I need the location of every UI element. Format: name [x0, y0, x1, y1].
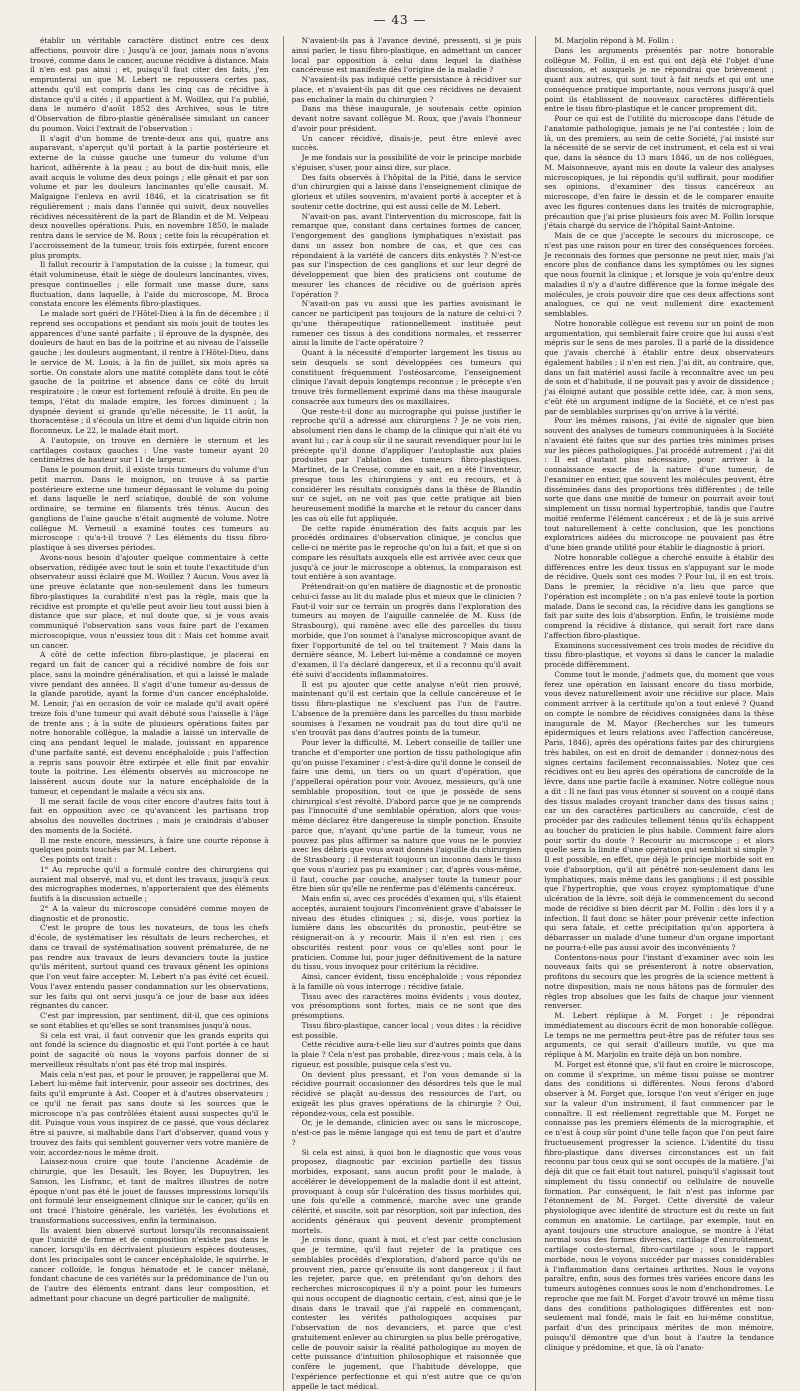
- paragraph: Si cela est vrai, il faut convenir que les grands esprits qui ont fondé la science du diagnostic et qui l'ont portée à ce haut point de sagacité où nous la voyons parfois donner de si merveilleux résultats n'ont pas été trop mal inspirés.: [30, 1030, 269, 1069]
- paragraph: Il s'agit d'un homme de trente-deux ans qui, quatre ans auparavant, s'aperçut qu'il portait à la partie postérieure et externe de la cuisse gauche une tumeur du volume d'un haricot, adhérente à la peau ; au bout de dix-huit mois, elle avait acquis le volume des deux poings ; elle gênait et par son volume et par les douleurs lancinantes qu'elle causait. M. Malgaigne l'enleva en avril 1846, et la cicatrisation se fit régulièrement ; mais dans l'année qui suivit, deux nouvelles récidives nécessitèrent de la part de Blandin et de M. Velpeau deux nouvelles opérations. Puis, en novembre 1850, le malade rentra dans le service de M. Roux ; cette fois la récupération et l'accroissement de la tumeur, trois fois extirpée, furent encore plus prompts.: [30, 133, 269, 260]
- column-middle: [283, 36, 522, 1391]
- paragraph: Laissez-nous croire que toute l'ancienne Académie de chirurgie, que les Desault, les Boyer, les Dupuytren, les Sanson, les Lisfranc, et tant de maîtres illustres de notre époque n'ont pas été le jouet de fausses impressions lorsqu'ils ont formulé leur enseignement clinique sur le cancer, qu'ils en ont tracé l'histoire générale, les variétés, les évolutions et transformations successives, enfin la terminaison.: [30, 1157, 269, 1225]
- paragraph: C'est le propre de tous les novateurs, de tous les chefs d'école, de systématiser les résultats de leurs recherches, et dans ce travail de systématisation souvent prématurée, de ne pas rendre aux travaux de leurs devanciers toute la justice qu'ils méritent, surtout quand ces travaux gênent les opinions que l'on veut faire accepter. M. Lebert n'a pas évité cet écueil. Vous l'avez entendu passer condamnation sur les observations, sur les faits qui ont servi jusqu'à ce jour de base aux idées régnantes du cancer.: [30, 923, 269, 1011]
- paragraph: On devient plus pressant, et l'on vous demande si la récidive pourrait occasionner des désordres tels que le mal récidivé se plaçât au-dessus des ressources de l'art, ou exigeât les plus graves opérations de la chirurgie ? Oui, répondez-vous, cela est possible.: [291, 1069, 522, 1118]
- paragraph: Il me reste encore, messieurs, à faire une courte réponse à quelques points touchés par M. Lebert.: [30, 835, 269, 855]
- paragraph: Je me fondais sur la possibilité de voir le principe morbide s'épuiser, s'user, pour ainsi dire, sur place.: [291, 153, 522, 172]
- paragraph: Pour les mêmes raisons, j'ai évité de signaler que bien souvent des analyses de tumeurs communiquées à la Société n'avaient été faites que sur des parties très minimes prises sur les pièces pathologiques. J'ai procédé autrement ; j'ai dit : Il est d'autant plus nécessaire, pour arriver à la connaissance exacte de la nature d'une tumeur, de l'examiner en entier, que souvent les molécules peuvent, être disséminées dans des proportions très différentes ; de telle sorte que dans une moitié de tumeur on pourrait avoir tout simplement un tissu normal hypertrophié, tandis que l'autre moitié renferme l'élément cancéreux ; et de là je suis arrivé tout naturellement à cette conclusion, que les ponctions exploratrices aidées du microscope ne pouvaient pas être d'une bien grande utilité pour établir le diagnostic à priori.: [544, 416, 774, 552]
- paragraph: Ainsi, cancer évident, tissu encéphaloïde ; vous répondez à la famille où vous interroge : récidive fatale.: [291, 972, 522, 991]
- paragraph: Comme tout le monde, j'admets que, du moment que vous ferez une opération en laissant encore du tissu morbide, vous devez naturellement avoir une récidive sur place. Mais comment arriver à la certitude qu'on a tout enlevé ? Quand on compte le nombre de récidives consignées dans la thèse inaugurale de M. Mayor (Recherches sur les tumeurs épidermiques et leurs relations avec l'affection cancéreuse, Paris, 1846), après des opérations faites par des chirurgiens très habiles, on est en droit de demander : donnez-nous des signes certains facilement reconnaissables. Notez que ces récidives ont eu lieu après des opérations de cancroïde de la lèvre, dans une partie facile à examiner. Notre collègue nous a dit : Il ne faut pas vous étonner si souvent on a coupé dans des tissus malades croyant trancher dans des tissus sains ; car un des caractères particuliers au cancroïde, c'est de procéder par des radicules tellement ténus qu'ils échappent au toucher du praticien le plus habile. Comment faire alors pour sortir du doute ? Recourir au microscope ; et alors quelle sera la limite d'une opération qui semblait si simple ? Il est possible, en effet, que déjà le principe morbide soit en voie d'absorption, qu'il ait pénétré non-seulement dans les lymphatiques, mais même dans les ganglions ; il est possible que l'hypertrophie, que vous croyez symptomatique d'une ulcération de la lèvre, soit déjà le commencement du second mode de récidive si bien décrit par M. Follin : dès lors il y a infection. Il faut donc se hâter pour prévenir cette infection qui sera fatale, et cette précipitation qu'on apportera à débarrasser un malade d'une tumeur d'un organe important ne pourra-t-elle pas aussi avoir des inconvénients ?: [544, 669, 774, 952]
- paragraph: Pour ce qui est de l'utilité du microscope dans l'étude de l'anatomie pathologique, jamais je ne l'ai contestée ; loin de là, un des premiers, au sein de cette Société, j'ai insisté sur la nécessité de se servir de cet instrument, et cela est si vrai que, dans la séance du 13 mars 1846, un de nos collègues, M. Maisonneuve, ayant mis en doute la valeur des analyses microscopiques, je lui répondis qu'il suffirait, pour modifier ses opinions, d'examiner des tissus cancéreux au microscope, d'en faire le dessin et de le comparer ensuite avec les figures contenues dans les traités de micrographie, précaution que j'ai prise plusieurs fois avec M. Follin lorsque j'étais chargé du service de l'hôpital Saint-Antoine.: [544, 114, 774, 231]
- paragraph: Mais enfin si, avec ces procédés d'examen qui, s'ils étaient acceptés, auraient toujours l'inconvénient grave d'abaisser le niveau des études cliniques ; si, dis-je, vous portiez la lumière dans les obscurités du pronostic, peut-être se résignerait-on à y recourir. Mais il n'en est rien ; ces obscurités restent pour vous ce qu'elles sont pour le praticien. Comme lui, pour juger définitivement de la nature du tissu, vous invoquez pour critérium la récidive.: [291, 894, 522, 972]
- paragraph: Contentons-nous pour l'instant d'examiner avec soin les nouveaux faits qui se présenteront à notre observation, profitons du secours que les progrès de la science mettent à notre disposition, mais ne nous hâtons pas de formuler des règles trop absolues que les faits de chaque jour viennent renverser.: [544, 952, 774, 1011]
- paragraph: Tissu avec des caractères moins évidents ; vous doutez, vos présomptions sont fortes, mais ce ne sont que des présomptions.: [291, 991, 522, 1020]
- page-number: — 43 —: [373, 13, 427, 27]
- paragraph: Pour lever la difficulté, M. Lebert conseille de tailler une tranche et d'emporter une portion de tissu pathologique afin qu'on puisse l'examiner : c'est-à-dire qu'il donne le conseil de faire une demi, un tiers ou un quart d'opération, que j'appellerai opération pour voir. Avouez, messieurs, qu'à une semblable proposition, tout ce que je possède de sens chirurgical s'est révolté. D'abord parce que je ne comprends pas l'innocuité d'une semblable opération, alors que vous-même déclarez être dangereuse la simple ponction. Ensuite parce que, n'ayant qu'une partie de la tumeur, vous ne pouvez pas plus affirmer sa nature que vous ne le pouviez avec les débris que vous avait donnés l'aiguille du chirurgien de Strasbourg ; il resterait toujours un inconnu dans le tissu que vous n'auriez pas pu examiner ; car, d'après vous-même, il faut, couche par couche, analyser toute la tumeur pour être bien sûr qu'elle ne renferme pas d'éléments cancéreux.: [291, 738, 522, 894]
- paragraph: 1° Au reproche qu'il a formulé contre des chirurgiens qui auraient mal observé, mal vu, et dont les travaux, jusqu'à ceux des micrographes modernes, n'apporteraient que des éléments fautifs à la discussion actuelle ;: [30, 864, 269, 903]
- paragraph: 2° A la valeur du microscope considéré comme moyen de diagnostic et de pronostic.: [30, 903, 269, 923]
- paragraph: Tissu fibro-plastique, cancer local ; vous dites : la récidive est possible.: [291, 1020, 522, 1040]
- paragraph: Dans les arguments présentés par notre honorable collègue M. Follin, il en est qui ont déjà été l'objet d'une discussion, et auxquels je ne répondrai que brièvement ; quant aux autres, qui sont tout à fait neufs et qui ont une conséquence pratique importante, nous verrons jusqu'à quel point ils établissent de nouveaux caractères différentiels entre le tissu fibro-plastique et le cancer proprement dit.: [544, 45, 774, 114]
- paragraph: Ils avaient bien observé surtout lorsqu'ils reconnaissaient que l'unicité de forme et de composition n'existe pas dans le cancer, lorsqu'ils en décrivaient plusieurs espèces douteuses, dont les principales sont le cancer encéphaloïde, le squirrhe, le cancer colloïde, le fongus hématode et le cancer mélané, fondant chacune de ces variétés sur la prédominance de l'un ou de l'autre des éléments entrant dans leur composition, et admettant pour chacune un degré particulier de malignité.: [30, 1225, 269, 1303]
- column-right: [535, 36, 774, 1391]
- paragraph: Avons-nous besoin d'ajouter quelque commentaire à cette observation, rédigée avec tout le soin et toute l'exactitude d'un observateur aussi éclairé que M. Woillez ? Aucun. Vous avez là une preuve éclatante que non-seulement dans les tumeurs fibro-plastiques la curabilité n'est pas la règle, mais que la récidive est prompte et qu'elle peut avoir lieu tout aussi bien à distance que sur place, et nul doute que, si je vous avais communiqué l'observation sans vous faire part de l'examen microscopique, vous n'eussiez tous dit : Mais cet homme avait un cancer.: [30, 552, 269, 650]
- paragraph: Il fallut recourir à l'amputation de la cuisse ; la tumeur, qui était volumineuse, était le siège de douleurs lancinantes, vives, presque continuelles ; elle formait une masse dure, sans fluctuation, dans laquelle, à l'aide du microscope, M. Broca constata encore les éléments fibro-plastiques.: [30, 260, 269, 309]
- paragraph: établir un véritable caractère distinct entre ces deux affections, pouvoir dire : Jusqu'à ce jour, jamais nous n'avons trouvé, comme dans le cancer, aucune récidive à distance. Mais il n'en est pas ainsi ; et, puisqu'il faut citer des faits, j'en emprunterai un que M. Lebert ne repoussera certes pas, attendu qu'il est compris dans les cinq cas de récidive à distance qu'il a cités ; il appartient à M. Woillez, qui l'a publié, dans le numéro d'août 1852 des Archives, sous le titre d'Observation de fibro-plastie généralisée simulant un cancer du poumon. Voici l'extrait de l'observation :: [30, 36, 269, 133]
- paragraph: M. Lebert réplique à M. Forget : Je répondrai immédiatement au discours écrit de mon honorable collègue. Le temps ne me permettra peut-être pas de réfuter tous ses arguments, ce qui serait d'ailleurs inutile, vu que ma réplique à M. Marjolin en traite déjà un bon nombre.: [544, 1011, 774, 1059]
- paragraph: Ces points ont trait :: [40, 855, 117, 864]
- paragraph: A côté de cette infection fibro-plastique, je placerai en regard un fait de cancer qui a récidivé nombre de fois sur place, sans la moindre généralisation, et qui a laissé le malade vivre pendant des années. Il s'agit d'une tumeur au-dessus de la glande parotide, ayant la forme d'un cancer encéphaloïde. M. Lenoir, j'ai en occasion de voir ce malade qu'il avait opéré treize fois d'une tumeur qui avait débuté sous l'aisselle à l'âge de trente ans ; à la suite de plusieurs opérations faites par notre honorable collègue, la maladie a laissé un intervalle de cinq ans pendant lequel le malade, jouissant en apparence d'une parfaite santé, est devenu encéphaloïde ; puis l'affection a repris sans pouvoir être extirpée et elle finit par envahir toute la poitrine. Les éléments observés au microscope ne laissèrent aucun doute sur la nature encéphaloïde de la tumeur, et cependant le malade a vécu six ans.: [30, 650, 269, 796]
- paragraph: Mais de ce que j'accepte le secours du microscope, ce n'est pas une raison pour en tirer des conséquences forcées. Je reconnais des formes que personne ne peut nier, mais j'ai encore plus de confiance dans les symptômes ou les signes que nous fournit la clinique ; et lorsque je vois qu'entre deux maladies il n'y a d'autre différence que la forme inégale des molécules, je crois pouvoir dire que ces deux affections sont analogues, ce qui ne veut nullement dire exactement semblables.: [544, 231, 774, 318]
- paragraph: N'avait-on pas vu aussi que les parties avoisinant le cancer ne participent pas toujours de la nature de celui-ci ? qu'une thérapeutique rationnellement instituée peut ramener ces tissus à des conditions normales, et resserrer ainsi la limite de l'acte opératoire ?: [291, 299, 522, 348]
- paragraph: Je crois donc, quant à moi, et c'est par cette conclusion que je termine, qu'il faut rejeter de la pratique ces semblables procédés d'exploration, d'abord parce qu'ils ne prouvent rien, parce qu'ensuite ils sont dangereux ; il faut les rejeter, parce que, en prétendant qu'on dehors des recherches microscopiques il n'y a point pour les tumeurs qui nous occupent de diagnostic certain, c'est, ainsi que je le disais dans le travail que j'ai rappelé en commençant, contester les vérités pathologiques acquises par l'observation de nos devanciers, et parce que c'est gratuitement enlever au chirurgien sa plus belle prérogative, celle de pouvoir saisir la réalité pathologique au moyen de cette puissance d'intuition philosophique et raisonnée que confère le jugement, que l'habitude développe, que l'expérience perfectionne et qui n'est autre que ce qu'on appelle le tact médical.: [291, 1235, 522, 1391]
- paragraph: N'avait-on pas, avant l'intervention du microscope, fait la remarque que, constant dans certaines formes de cancer, l'engorgement des ganglions lymphatiques n'existait pas dans un assez bon nombre de cas, et que ces cas répondaient à la variété de cancers dits enkystés ? N'est-ce pas sur l'inspection de ces ganglions et sur leur degré de développement que bien des praticiens ont coutume de mesurer les chances de récidive ou de guérison après l'opération ?: [291, 211, 522, 299]
- paragraph: Examinons successivement ces trois modes de récidive du tissu fibro-plastique, et voyons si dans le cancer la maladie procède différemment.: [544, 640, 774, 669]
- paragraph: M. Forget est étonné que, s'il faut en croire le microscope, on comme il s'exprime, un même tissu puisse se montrer dans des conditions si différentes. Nous ferons d'abord observer à M. Forget que, lorsque l'on veut s'ériger en juge sur la valeur d'un instrument, il faut commencer par le connaître. Il est réellement regrettable que M. Forget ne connaisse pas les premiers éléments de la micrographie, et ce n'est à coup sûr point d'une telle façon que l'on peut faire fructueusement progresser la science. L'identité du tissu fibro-plastique dans diverses circonstances est un fait reconnu par tous ceux qui se sont occupés de la matière. J'ai déjà dit que ce fait était tout naturel, puisqu'il s'agissait tout simplement du tissu connectif ou cellulaire de nouvelle formation. Par conséquent, le fait n'est pas informe par l'étonnement de M. Forget. Cette diversité de valeur physiologique avec identité de structure est du reste un fait commun en anatomie. Le cartilage, par exemple, tout en ayant toujours une structure analogue, se montre à l'état normal sous des formes diverses, cartilage d'encroûtement, cartilage costo-sternal, fibro-cartilage ; sous le rapport morbide, nous le voyons succéder par masses considérables à l'inflammation dans certaines arthrites. Nous le voyons paraître, enfin, sous des formes très variées encore dans les tumeurs autogènes connues sous le nom d'enchondromes. Le reproche que me fait M. Forget d'avoir trouvé un même tissu dans des conditions pathologiques différentes est non-seulement mal fondé, mais le fait en lui-même constitue, parfait d'un des principaux mérites de mon mémoire, puisqu'il démontre que d'un bout à l'autre la tendance clinique y prédomine, et que, là où l'anato-: [544, 1059, 774, 1352]
- paragraph: Quant à la nécessité d'emporter largement les tissus au sein desquels se sont développées ces tumeurs qui constituent fréquemment l'ostéosarcome, l'enseignement clinique l'avait depuis longtemps reconnue ; le précepte s'en trouve très formellement exprimé dans ma thèse inaugurale consacrée aux tumeurs des os maxillaires.: [291, 348, 522, 406]
- text-columns: [30, 36, 774, 1391]
- paragraph: N'avaient-ils pas indiqué cette persistance à récidiver sur place, et n'avaient-ils pas dit que ces récidives ne devaient pas enchaîner la main du chirurgien ?: [291, 75, 522, 104]
- paragraph: Le malade sort guéri de l'Hôtel-Dieu à la fin de décembre ; il reprend ses occupations et pendant six mois jouit de toutes les apparences d'une santé parfaite ; il éprouve de la dyspnée, des douleurs de haut en bas de la poitrine et au niveau de l'aisselle gauche ; les douleurs augmentant, il rentre à l'Hôtel-Dieu, dans le service de M. Louis, à la fin de juillet, six mois après sa sortie. On constate alors une matité complète dans tout le côté gauche de la poitrine et absence dans ce côté du bruit respiratoire ; le cœur est fortement refoulé à droite. En peu de temps, l'état du malade empire, les forces diminuent ; la dyspnée devient si grande qu'elle nécessite, le 11 août, la thoracentèse ; il s'écoula un litre et demi d'un liquide citrin non floconneux. Le 22, le malade était mort.: [30, 309, 269, 435]
- paragraph: Notre honorable collègue est revenu sur un point de mon argumentation, qui semblerait faire croire que lui aussi s'est mépris sur le sens de mes paroles. Il a parlé de la dissidence que j'avais cherché à établir entre deux observateurs également habiles ; il n'en est rien. J'ai dit, au contraire, que, dans un fait matériel aussi facile à reconnaître avec un peu de soin et d'habitude, il ne pouvait pas y avoir de dissidence ; j'ai éloigné autant que possible cette idée, car, à mon sens, c'eût été un argument indigne de la Société, et ce n'est pas par de semblables surprises qu'on arrive à la vérité.: [544, 318, 774, 416]
- paragraph: Des faits observés à l'hôpital de la Pitié, dans le service d'un chirurgien qui a laissé dans l'enseignement clinique de glorieux et utiles souvenirs, m'avaient porté à accepter et à soutenir cette doctrine, qui est aussi celle de M. Lebert.: [291, 172, 522, 211]
- paragraph: Prétendrait-on qu'en matière de diagnostic et de pronostic celui-ci fasse au lit du malade plus et mieux que le clinicien ? Faut-il voir sur ce terrain un progrès dans l'exploration des tumeurs au moyen de l'aiguille cannelée de M. Kuss (de Strasbourg), qui ramène avec elle des parcelles du tissu morbide, que l'on soumet à l'analyse microscopique avant de fixer l'opportunité de tel ou tel traitement ? Mais dans la dernière séance, M. Lebert lui-même a condamné ce moyen d'examen, il l'a déclaré dangereux, et il a reconnu qu'il avait été suivi d'accidents inflammatoires.: [291, 582, 522, 679]
- paragraph: Il me serait facile de vous citer encore d'autres faits tout à fait en opposition avec ce qu'avancent les partisans trop absolus des nouvelles doctrines ; mais je craindrais d'abuser des moments de la Société.: [30, 796, 269, 835]
- paragraph: Dans le poumon droit, il existe trois tumeurs du volume d'un petit marron. Dans le moignon, on trouve à sa partie postérieure externe une tumeur dépassant le volume du poing et dans laquelle le nerf sciatique, doublé de son volume ordinaire, se termine en filaments très ténus. Aucun des ganglions de l'aine gauche n'était augmenté de volume. Notre collègue M. Verneuil a examiné toutes ces tumeurs au microscope : qu'a-t-il trouvé ? Les éléments du tissu fibro-plastique à ses diverses périodes.: [30, 465, 269, 552]
- paragraph: N'avaient-ils pas à l'avance deviné, pressenti, si je puis ainsi parler, le tissu fibro-plastique, en admettant un cancer local par opposition à celui dans lequel la diathèse cancéreuse est manifeste dès l'origine de la maladie ?: [291, 36, 522, 75]
- paragraph: De cette rapide énumération des faits acquis par les procédés ordinaires d'observation clinique, je conclus que celle-ci ne mérite pas le reproche qu'on lui a fait, et que si on compare les résultats auxquels elle est arrivée avec ceux que jusqu'à ce jour le microscope a obtenus, la comparaison est tout entière à son avantage.: [291, 523, 522, 582]
- column-left: [30, 36, 269, 1391]
- paragraph: C'est par impression, par sentiment, dit-il, que ces opinions se sont établies et qu'elles se sont transmises jusqu'à nous.: [30, 1011, 269, 1030]
- paragraph: Cette récidive aura-t-elle lieu sur d'autres points que dans la plaie ? Cela n'est pas probable, direz-vous ; mais cela, à la rigueur, est possible, puisque cela s'est vu.: [291, 1040, 522, 1069]
- paragraph: Que reste-t-il donc au micrographe qui puisse justifier le reproche qu'il a adressé aux chirurgiens ? Je ne vois rien, absolument rien dans le champ de la clinique qui n'ait été vu avant lui ; car à coup sûr il ne saurait revendiquer pour lui le précepte qu'il donne d'appliquer l'autoplastie aux plaies produites par l'ablation des tumeurs fibro-plastiques. Martinet, de la Creuse, comme en sait, en a été l'inventeur, presque tous les chirurgiens y ont eu recours, et à considérer les résultats consignés dans la thèse de Blandin sur ce sujet, on ne voit pas que cette pratique ait bien heureusement modifié la marche et le retour du cancer dans les cas où elle fut appliquée.: [291, 406, 522, 523]
- paragraph: Or, je le demande, clinicien avec ou sans le microscope, n'est-ce pas le même langage qui est tenu de part et d'autre ?: [291, 1118, 522, 1147]
- paragraph: Mais cela n'est pas, et pour le prouver, je rappellerai que M. Lebert lui-même fait intervenir, pour asseoir ses doctrines, des faits qu'il emprunte à Ast. Cooper et à d'autres observateurs ; ce qu'il ne ferait pas sans doute si les sources que le microscope n'a pas contrôlées étaient aussi suspectes qu'il le dit. Puisque vous vous inspirez de ce passé, que vous déclarez être si pauvre, si malhabile dans l'art d'observer, quand vous y trouvez des faits qui semblent gouverner vers votre manière de voir, accordez-nous le même droit.: [30, 1069, 269, 1157]
- paragraph: Si cela est ainsi, à quoi bon le diagnostic que vous vous proposez, diagnostic par excision partielle des tissus morbides, exposant, sans aucun profit pour le malade, à accélérer le développement de la maladie dont il est atteint, provoquant à coup sûr l'ulcération des tissus morbides qui, une fois qu'elle a commencé, marche avec une grande célérité, et suscite, soit par résorption, soit par infection, des accidents généraux qui peuvent devenir promptement mortels.: [291, 1147, 522, 1235]
- paragraph: Dans ma thèse inaugurale, je soutenais cette opinion devant notre savant collègue M. Roux, que j'avais l'honneur d'avoir pour président.: [291, 104, 522, 133]
- paragraph: Notre honorable collègue a cherché ensuite à établir des différences entre les deux tissus en s'appuyant sur le mode de récidive. Quels sont ces modes ? Pour lui, il en est trois. Dans le premier, la récidive n'a lieu que parce que l'opération est incomplète ; on n'a pas enlevé toute la portion malade. Dans le second cas, la récidive dans les ganglions se fait par suite des lois d'absorption. Enfin, le troisième mode comprend la récidive à distance, qui serait fort rare dans l'affection fibro-plastique.: [544, 552, 774, 640]
- paragraph: Un cancer récidivé, disais-je, peut être enlevé avec succès.: [291, 133, 522, 153]
- paragraph: Il est pu ajouter que cette analyse n'eût rien prouvé, maintenant qu'il est certain que la cellule cancéreuse et le tissu fibro-plastique ne s'excluent pas l'un de l'autre. L'absence de la première dans les parcelles du tissu morbide soumises à l'examen ne voudrait pas du tout dire qu'il ne s'en trouvât pas dans d'autres points de la tumeur.: [291, 679, 522, 738]
- paragraph: A l'autopsie, on trouve en dernière le sternum et les cartilages costaux gauches : Une vaste tumeur ayant 20 centimètres de hauteur sur 11 de largeur.: [30, 435, 269, 465]
- paragraph: M. Marjolin répond à M. Follin :: [554, 36, 674, 45]
